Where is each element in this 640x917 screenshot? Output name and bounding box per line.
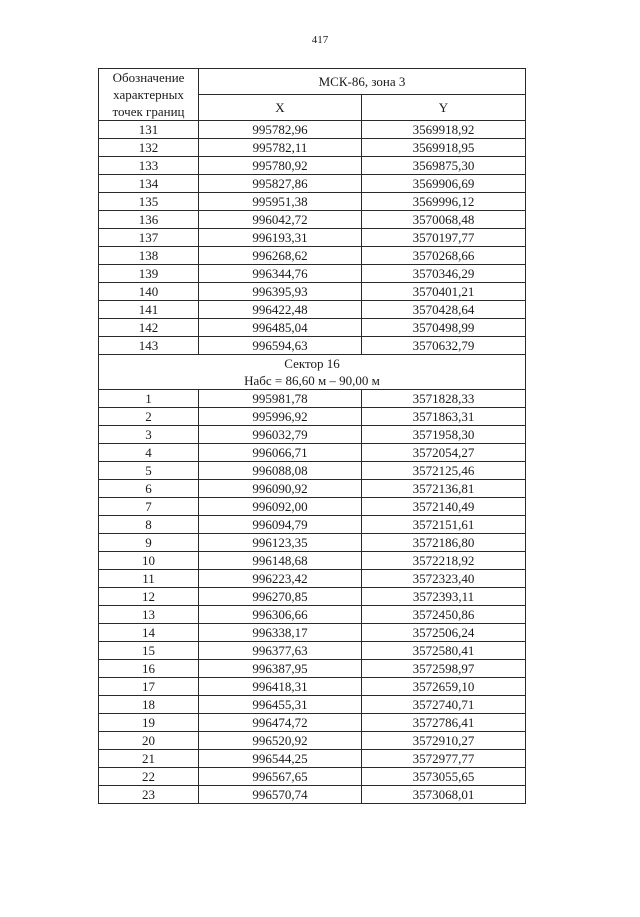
x-value-cell: 996570,74 bbox=[199, 786, 362, 804]
table-row bbox=[99, 732, 526, 750]
table-row bbox=[99, 696, 526, 714]
y-value-cell: 3572393,11 bbox=[362, 588, 526, 606]
table-row bbox=[99, 157, 526, 175]
point-number-cell: 23 bbox=[99, 786, 199, 804]
y-value-cell: 3572151,61 bbox=[362, 516, 526, 534]
point-number-cell: 141 bbox=[99, 301, 199, 319]
x-value-cell: 996338,17 bbox=[199, 624, 362, 642]
point-number-cell: 5 bbox=[99, 462, 199, 480]
table-row bbox=[99, 337, 526, 355]
y-value-cell: 3569918,92 bbox=[362, 121, 526, 139]
table-row bbox=[99, 750, 526, 768]
y-value-cell: 3572910,27 bbox=[362, 732, 526, 750]
point-number-cell: 137 bbox=[99, 229, 199, 247]
x-value-cell: 996094,79 bbox=[199, 516, 362, 534]
table-row bbox=[99, 121, 526, 139]
y-value-cell: 3569918,95 bbox=[362, 139, 526, 157]
x-value-cell: 996223,42 bbox=[199, 570, 362, 588]
x-value-cell: 995780,92 bbox=[199, 157, 362, 175]
x-value-cell: 995827,86 bbox=[199, 175, 362, 193]
y-value-cell: 3572125,46 bbox=[362, 462, 526, 480]
point-number-cell: 12 bbox=[99, 588, 199, 606]
point-number-cell: 19 bbox=[99, 714, 199, 732]
x-value-cell: 996567,65 bbox=[199, 768, 362, 786]
table-row bbox=[99, 588, 526, 606]
table-row bbox=[99, 480, 526, 498]
table-row bbox=[99, 714, 526, 732]
table-row bbox=[99, 426, 526, 444]
x-value-cell: 996148,68 bbox=[199, 552, 362, 570]
table-row bbox=[99, 678, 526, 696]
x-value-cell: 996193,31 bbox=[199, 229, 362, 247]
header-coordinate-system: МСК-86, зона 3 bbox=[199, 69, 526, 95]
point-number-cell: 8 bbox=[99, 516, 199, 534]
y-value-cell: 3572186,80 bbox=[362, 534, 526, 552]
x-value-cell: 996395,93 bbox=[199, 283, 362, 301]
section-title: Сектор 16 bbox=[284, 356, 340, 371]
y-value-cell: 3570632,79 bbox=[362, 337, 526, 355]
table-row bbox=[99, 624, 526, 642]
point-number-cell: 13 bbox=[99, 606, 199, 624]
x-value-cell: 996544,25 bbox=[199, 750, 362, 768]
y-value-cell: 3570346,29 bbox=[362, 265, 526, 283]
x-value-cell: 996455,31 bbox=[199, 696, 362, 714]
point-number-cell: 140 bbox=[99, 283, 199, 301]
table-row bbox=[99, 408, 526, 426]
point-number-cell: 15 bbox=[99, 642, 199, 660]
point-number-cell: 4 bbox=[99, 444, 199, 462]
table-row bbox=[99, 229, 526, 247]
y-value-cell: 3570498,99 bbox=[362, 319, 526, 337]
table-row bbox=[99, 534, 526, 552]
point-number-cell: 2 bbox=[99, 408, 199, 426]
point-number-cell: 6 bbox=[99, 480, 199, 498]
x-value-cell: 996088,08 bbox=[199, 462, 362, 480]
x-value-cell: 995951,38 bbox=[199, 193, 362, 211]
y-value-cell: 3572598,97 bbox=[362, 660, 526, 678]
y-value-cell: 3572977,77 bbox=[362, 750, 526, 768]
point-number-cell: 138 bbox=[99, 247, 199, 265]
x-value-cell: 996032,79 bbox=[199, 426, 362, 444]
y-value-cell: 3572740,71 bbox=[362, 696, 526, 714]
section-title-cell bbox=[99, 355, 526, 390]
y-value-cell: 3571958,30 bbox=[362, 426, 526, 444]
table-row bbox=[99, 139, 526, 157]
x-value-cell: 996306,66 bbox=[199, 606, 362, 624]
point-number-cell: 131 bbox=[99, 121, 199, 139]
point-number-cell: 10 bbox=[99, 552, 199, 570]
table-row bbox=[99, 570, 526, 588]
table-row bbox=[99, 642, 526, 660]
x-value-cell: 996090,92 bbox=[199, 480, 362, 498]
y-value-cell: 3570268,66 bbox=[362, 247, 526, 265]
point-number-cell: 17 bbox=[99, 678, 199, 696]
table-row bbox=[99, 606, 526, 624]
table-row bbox=[99, 516, 526, 534]
point-number-cell: 133 bbox=[99, 157, 199, 175]
table-row bbox=[99, 319, 526, 337]
table-row bbox=[99, 390, 526, 408]
point-number-cell: 20 bbox=[99, 732, 199, 750]
point-number-cell: 139 bbox=[99, 265, 199, 283]
coordinates-table bbox=[98, 68, 526, 804]
point-number-cell: 134 bbox=[99, 175, 199, 193]
x-value-cell: 996474,72 bbox=[199, 714, 362, 732]
x-value-cell: 996344,76 bbox=[199, 265, 362, 283]
y-value-cell: 3569875,30 bbox=[362, 157, 526, 175]
table-row bbox=[99, 247, 526, 265]
table-row bbox=[99, 211, 526, 229]
table-row bbox=[99, 283, 526, 301]
x-value-cell: 996092,00 bbox=[199, 498, 362, 516]
header-y: Y bbox=[362, 95, 526, 121]
y-value-cell: 3572218,92 bbox=[362, 552, 526, 570]
table-row bbox=[99, 498, 526, 516]
table-row bbox=[99, 768, 526, 786]
table-row bbox=[99, 552, 526, 570]
y-value-cell: 3569906,69 bbox=[362, 175, 526, 193]
x-value-cell: 996123,35 bbox=[199, 534, 362, 552]
point-number-cell: 132 bbox=[99, 139, 199, 157]
x-value-cell: 996268,62 bbox=[199, 247, 362, 265]
point-number-cell: 11 bbox=[99, 570, 199, 588]
y-value-cell: 3570068,48 bbox=[362, 211, 526, 229]
point-number-cell: 143 bbox=[99, 337, 199, 355]
y-value-cell: 3572450,86 bbox=[362, 606, 526, 624]
x-value-cell: 996066,71 bbox=[199, 444, 362, 462]
table-body-group-1 bbox=[99, 121, 526, 355]
point-number-cell: 7 bbox=[99, 498, 199, 516]
x-value-cell: 996042,72 bbox=[199, 211, 362, 229]
y-value-cell: 3572506,24 bbox=[362, 624, 526, 642]
point-number-cell: 16 bbox=[99, 660, 199, 678]
table-row bbox=[99, 301, 526, 319]
x-value-cell: 995782,96 bbox=[199, 121, 362, 139]
point-number-cell: 18 bbox=[99, 696, 199, 714]
x-value-cell: 996520,92 bbox=[199, 732, 362, 750]
table-body-group-2 bbox=[99, 390, 526, 804]
x-value-cell: 996270,85 bbox=[199, 588, 362, 606]
y-value-cell: 3570428,64 bbox=[362, 301, 526, 319]
point-number-cell: 3 bbox=[99, 426, 199, 444]
x-value-cell: 996422,48 bbox=[199, 301, 362, 319]
table-row bbox=[99, 660, 526, 678]
y-value-cell: 3571863,31 bbox=[362, 408, 526, 426]
y-value-cell: 3571828,33 bbox=[362, 390, 526, 408]
x-value-cell: 995782,11 bbox=[199, 139, 362, 157]
y-value-cell: 3572659,10 bbox=[362, 678, 526, 696]
table-header bbox=[99, 69, 526, 121]
table-row bbox=[99, 265, 526, 283]
y-value-cell: 3573055,65 bbox=[362, 768, 526, 786]
x-value-cell: 996418,31 bbox=[199, 678, 362, 696]
x-value-cell: 996377,63 bbox=[199, 642, 362, 660]
y-value-cell: 3569996,12 bbox=[362, 193, 526, 211]
x-value-cell: 995981,78 bbox=[199, 390, 362, 408]
point-number-cell: 135 bbox=[99, 193, 199, 211]
table-row bbox=[99, 786, 526, 804]
section-subtitle: Набс = 86,60 м – 90,00 м bbox=[244, 373, 380, 388]
point-number-cell: 21 bbox=[99, 750, 199, 768]
section-header bbox=[99, 355, 526, 390]
y-value-cell: 3572140,49 bbox=[362, 498, 526, 516]
y-value-cell: 3570197,77 bbox=[362, 229, 526, 247]
point-number-cell: 14 bbox=[99, 624, 199, 642]
x-value-cell: 996485,04 bbox=[199, 319, 362, 337]
table-row bbox=[99, 175, 526, 193]
y-value-cell: 3572323,40 bbox=[362, 570, 526, 588]
y-value-cell: 3573068,01 bbox=[362, 786, 526, 804]
x-value-cell: 996594,63 bbox=[199, 337, 362, 355]
point-number-cell: 22 bbox=[99, 768, 199, 786]
point-number-cell: 142 bbox=[99, 319, 199, 337]
point-number-cell: 1 bbox=[99, 390, 199, 408]
y-value-cell: 3572054,27 bbox=[362, 444, 526, 462]
x-value-cell: 995996,92 bbox=[199, 408, 362, 426]
y-value-cell: 3572786,41 bbox=[362, 714, 526, 732]
point-number-cell: 9 bbox=[99, 534, 199, 552]
table-row bbox=[99, 444, 526, 462]
page-number: 417 bbox=[311, 34, 329, 46]
table-row bbox=[99, 462, 526, 480]
y-value-cell: 3572580,41 bbox=[362, 642, 526, 660]
x-value-cell: 996387,95 bbox=[199, 660, 362, 678]
header-point-designation: Обозначение характерных точек границ bbox=[99, 69, 199, 121]
y-value-cell: 3570401,21 bbox=[362, 283, 526, 301]
header-x: X bbox=[199, 95, 362, 121]
y-value-cell: 3572136,81 bbox=[362, 480, 526, 498]
table-row bbox=[99, 193, 526, 211]
point-number-cell: 136 bbox=[99, 211, 199, 229]
